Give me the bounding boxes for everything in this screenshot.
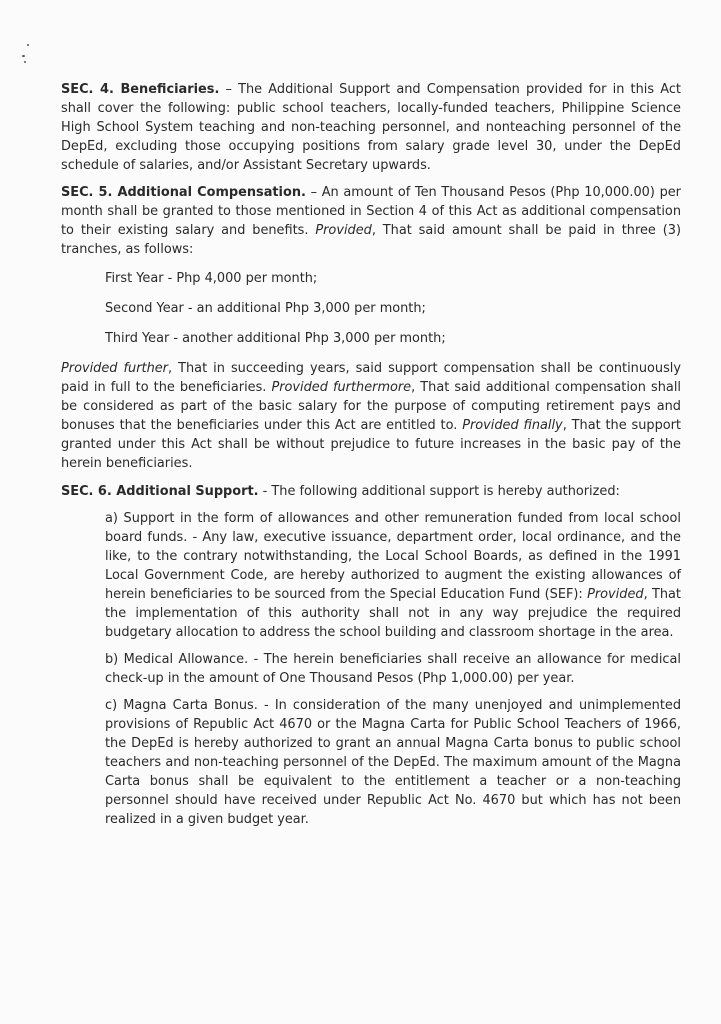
tranche-second-year: Second Year - an additional Php 3,000 per month; (105, 301, 426, 316)
scan-specks (18, 30, 38, 80)
item-a-local-school-board (105, 509, 681, 642)
paragraph-2-text-1: , That in succeeding years, said support compensation shall be continuously paid in full to the beneficiaries. (61, 361, 682, 395)
item-a-provided: Provided (587, 587, 644, 602)
section-5-text-a: – An amount of Ten Thousand Pesos (Php 10,000.00) per month shall be granted to those mentioned in Section 4 of this Act as additional compensation to their existing salary and benefits. (61, 185, 681, 238)
section-4-body: – The Additional Support and Compensation provided for in this Act shall cover the following: public school teachers, locally-funded teachers, Philippine Science High School System teaching and non-teaching personnel, and nonteaching personnel of the DepEd, excluding those occupying positions from salary grade level 30, under the DepEd schedule of salaries, and/or Assistant Secretary upwards. (61, 82, 681, 173)
section-6-intro (61, 482, 681, 501)
section-5-paragraph-2 (61, 359, 681, 473)
section-5-paragraph-1 (61, 183, 681, 259)
provided-further: Provided further (61, 361, 168, 376)
tranche-third-year: Third Year - another additional Php 3,000 per month; (105, 331, 446, 346)
section-6-intro-text: - The following additional support is hereby authorized: (258, 484, 620, 499)
paragraph-2-text-2: , That said additional compensation shall be considered as part of the basic salary for the purpose of computing retirement pays and bonuses that the beneficiaries under this Act are entitled to. (61, 380, 681, 433)
item-b-medical-allowance: b) Medical Allowance. - The herein beneficiaries shall receive an allowance for medical check-up in the amount of One Thousand Pesos (Php 1,000.00) per year. (105, 652, 681, 686)
item-c-magna-carta-bonus: c) Magna Carta Bonus. - In consideration of the many unenjoyed and unimplemented provisions of Republic Act 4670 or the Magna Carta for Public School Teachers of 1966, the DepEd is hereby authorized to grant an annual Magna Carta bonus to public school teachers and non-teaching personnel of the DepEd. The maximum amount of the Magna Carta bonus shall be equivalent to the entitlement a teacher or a non-teaching personnel should have received under Republic Act No. 4670 but which has not been realized in a given budget year. (105, 698, 681, 827)
provided-furthermore: Provided furthermore (271, 380, 412, 395)
section-6-heading: SEC. 6. Additional Support. (61, 484, 259, 499)
section-4 (61, 80, 681, 175)
document-body (61, 80, 681, 837)
tranche-first-year: First Year - Php 4,000 per month; (105, 271, 318, 286)
section-5-text-b: , That said amount shall be paid in three (3) tranches, as follows: (61, 223, 681, 257)
provided-finally: Provided finally (462, 418, 563, 433)
item-a-text-2: , That the implementation of this authority shall not in any way prejudice the required budgetary allocation to address the school building and classroom shortage in the area. (105, 587, 681, 640)
paragraph-2-text-3: , That the support granted under this Act shall be without prejudice to future increases in the basic pay of the herein beneficiaries. (61, 418, 681, 471)
section-4-heading: SEC. 4. Beneficiaries. (61, 82, 220, 97)
item-a-text-1: a) Support in the form of allowances and other remuneration funded from local school board funds. - Any law, executive issuance, department order, local ordinance, and the like, to the contrary notwithstanding, the Local School Boards, as defined in the 1991 Local Government Code, are hereby authorized to augment the existing allowances of herein beneficiaries to be sourced from the Special Education Fund (SEF): (105, 511, 681, 602)
section-5-provided: Provided (315, 223, 372, 238)
section-5-heading: SEC. 5. Additional Compensation. (61, 185, 306, 200)
